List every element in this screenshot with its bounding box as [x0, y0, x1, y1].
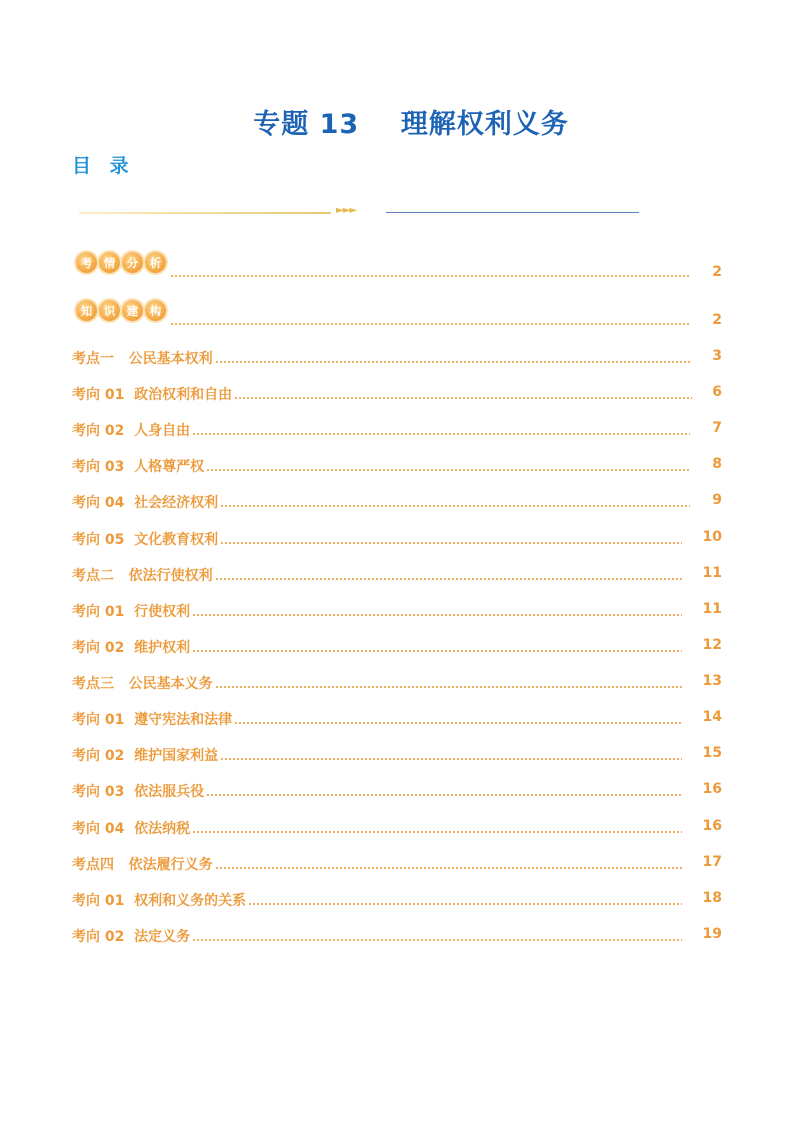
page-number: 13 [702, 673, 722, 689]
toc-entry[interactable] [72, 745, 722, 765]
toc-entry[interactable] [72, 890, 722, 910]
entry-label: 考向 03 人格尊严权 [72, 459, 205, 475]
toc-entry[interactable] [72, 348, 722, 368]
entry-label: 考点二 依法行使权利 [72, 568, 213, 584]
page-number: 2 [712, 312, 722, 328]
entry-label: 考向 02 法定义务 [72, 929, 191, 945]
page-number: 7 [712, 420, 722, 436]
entry-label: 考向 01 政治权利和自由 [72, 387, 233, 403]
page-number: 12 [702, 637, 722, 653]
toc-entry[interactable] [72, 709, 722, 729]
page-number: 16 [702, 781, 722, 797]
toc-entry[interactable] [72, 565, 722, 585]
page-number: 11 [702, 601, 722, 617]
leader-dots [234, 721, 682, 725]
badge-char: 情 [99, 252, 120, 273]
leader-dots [192, 613, 682, 617]
entry-label: 考向 01 行使权利 [72, 604, 191, 620]
leader-dots [220, 757, 682, 761]
page-number: 19 [702, 926, 722, 942]
toc-entry[interactable] [72, 529, 722, 549]
entry-label: 考向 04 依法纳税 [72, 821, 191, 837]
leader-dots [206, 468, 690, 472]
leader-dots [220, 504, 690, 508]
page-number: 15 [702, 745, 722, 761]
page-number: 6 [712, 384, 722, 400]
toc-entry[interactable] [72, 781, 722, 801]
page-number: 11 [702, 565, 722, 581]
toc-entry[interactable] [72, 854, 722, 874]
toc-entry[interactable] [72, 673, 722, 693]
toc-entry-zhishi-jiangou[interactable] [72, 300, 722, 330]
toc-entry[interactable] [72, 818, 722, 838]
toc-entry[interactable] [72, 420, 722, 440]
page-number: 3 [712, 348, 722, 364]
toc-entry[interactable] [72, 637, 722, 657]
entry-label: 考向 02 维护国家利益 [72, 748, 219, 764]
leader-dots [170, 322, 690, 326]
leader-dots [192, 649, 682, 653]
entry-label: 考向 02 人身自由 [72, 423, 191, 439]
badge-char: 考 [76, 252, 97, 273]
entry-label: 考向 02 维护权利 [72, 640, 191, 656]
badge-row [76, 252, 166, 273]
toc-heading: 目 录 [72, 155, 135, 177]
leader-dots [170, 274, 690, 278]
badge-char: 分 [122, 252, 143, 273]
page-number: 10 [702, 529, 722, 545]
page-number: 8 [712, 456, 722, 472]
page-number: 16 [702, 818, 722, 834]
leader-dots [215, 685, 682, 689]
leader-dots [215, 866, 682, 870]
badge-char: 知 [76, 300, 97, 321]
entry-label: 考点四 依法履行义务 [72, 857, 213, 873]
leader-dots [192, 432, 690, 436]
leader-dots [206, 793, 682, 797]
page-number: 17 [702, 854, 722, 870]
badge-char: 析 [145, 252, 166, 273]
leader-dots [215, 360, 692, 364]
entry-label: 考向 03 依法服兵役 [72, 784, 205, 800]
entry-label: 考向 01 权利和义务的关系 [72, 893, 247, 909]
toc-entry-kaoqing-fenxi[interactable] [72, 252, 722, 282]
entry-label: 考点三 公民基本义务 [72, 676, 213, 692]
toc-entry[interactable] [72, 926, 722, 946]
page-number: 14 [702, 709, 722, 725]
page-number: 9 [712, 492, 722, 508]
leader-dots [192, 938, 682, 942]
toc-entry[interactable] [72, 384, 722, 404]
entry-label: 考点一 公民基本权利 [72, 351, 213, 367]
toc-entry[interactable] [72, 601, 722, 621]
leader-dots [220, 541, 682, 545]
badge-char: 识 [99, 300, 120, 321]
badge-char: 建 [122, 300, 143, 321]
leader-dots [248, 902, 682, 906]
leader-dots [192, 830, 682, 834]
badge-row [76, 300, 166, 321]
page-number: 2 [712, 264, 722, 280]
page-number: 18 [702, 890, 722, 906]
document-title: 专题 13 理解权利义务 [253, 109, 569, 140]
toc-entry[interactable] [72, 456, 722, 476]
entry-label: 考向 05 文化教育权利 [72, 532, 219, 548]
toc-entry[interactable] [72, 492, 722, 512]
entry-label: 考向 01 遵守宪法和法律 [72, 712, 233, 728]
badge-char: 构 [145, 300, 166, 321]
leader-dots [215, 577, 682, 581]
divider-arrows-icon: ►►► [336, 205, 357, 216]
leader-dots [234, 396, 692, 400]
entry-label: 考向 04 社会经济权利 [72, 495, 219, 511]
